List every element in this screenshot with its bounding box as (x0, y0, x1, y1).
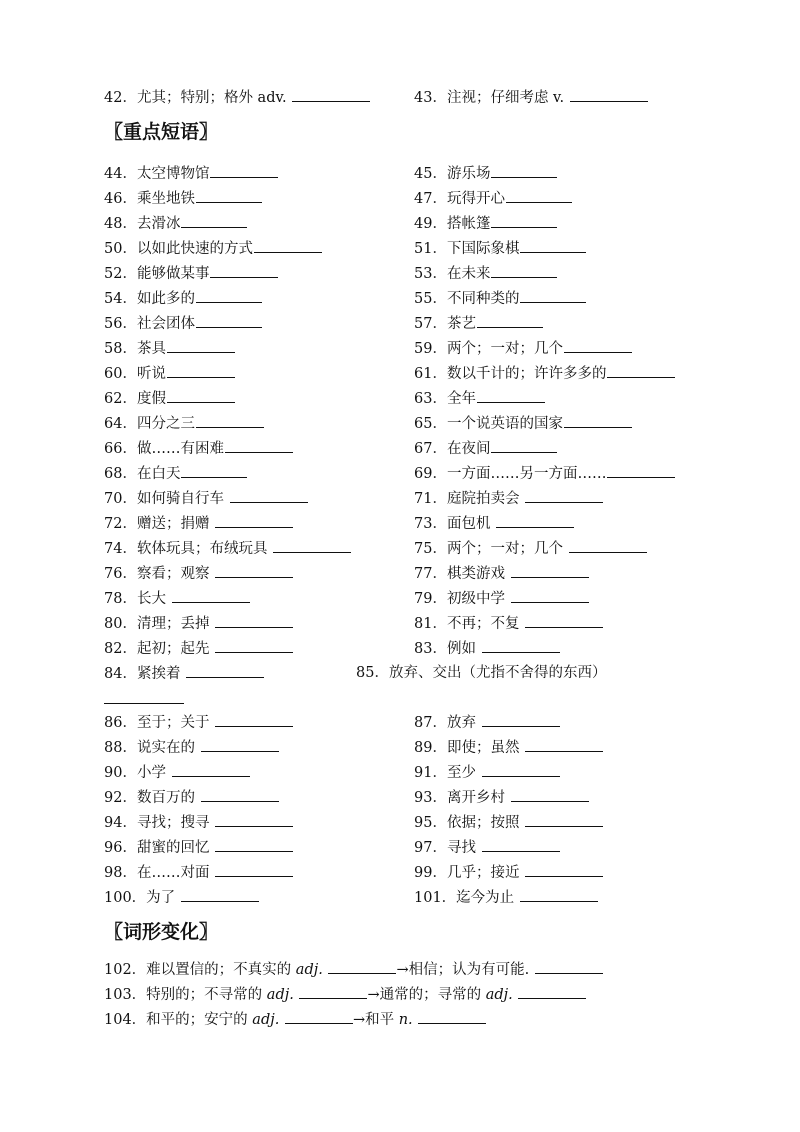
answer-blank[interactable] (215, 611, 293, 628)
answer-blank[interactable] (491, 261, 557, 278)
vocab-row (104, 85, 744, 110)
answer-blank[interactable] (520, 286, 586, 303)
phrase-item: 76．察看；观察 (104, 561, 293, 587)
phrase-row (104, 361, 744, 386)
phrase-item: 48．去滑冰 (104, 211, 247, 237)
phrase-row (104, 336, 744, 361)
phrase-item: 74．软体玩具；布绒玩具 (104, 536, 351, 562)
phrase-row (104, 261, 744, 286)
answer-blank[interactable] (328, 957, 396, 974)
answer-blank[interactable] (215, 835, 293, 852)
phrase-item: 86．至于；关于 (104, 710, 293, 736)
phrase-item: 75．两个；一对；几个 (414, 536, 647, 562)
phrase-item: 88．说实在的 (104, 735, 279, 761)
phrase-item: 66．做……有困难 (104, 436, 293, 462)
answer-blank[interactable] (292, 85, 370, 102)
phrase-item: 69．一方面……另一方面…… (414, 461, 675, 487)
answer-blank[interactable] (285, 1007, 353, 1024)
phrase-item: 60．听说 (104, 361, 235, 387)
answer-blank[interactable] (518, 982, 586, 999)
phrase-item: 80．清理；丢掉 (104, 611, 293, 637)
answer-blank[interactable] (181, 461, 247, 478)
phrase-item: 54．如此多的 (104, 286, 262, 312)
answer-blank[interactable] (506, 186, 572, 203)
answer-blank[interactable] (273, 536, 351, 553)
phrase-row (104, 536, 744, 561)
answer-blank[interactable] (607, 461, 675, 478)
answer-blank[interactable] (482, 835, 560, 852)
phrase-item: 59．两个；一对；几个 (414, 336, 632, 362)
phrase-item: 84．紧挨着 (104, 661, 264, 687)
answer-blank[interactable] (215, 860, 293, 877)
phrase-item: 97．寻找 (414, 835, 560, 861)
answer-blank[interactable] (215, 511, 293, 528)
word-form-row (104, 1007, 744, 1032)
answer-blank[interactable] (564, 411, 632, 428)
answer-blank[interactable] (525, 611, 603, 628)
answer-blank[interactable] (607, 361, 675, 378)
word-form-item: 104．和平的；安宁的 adj. →和平 n. (104, 1007, 486, 1033)
phrase-row (104, 860, 744, 885)
answer-blank[interactable] (167, 361, 235, 378)
answer-blank[interactable] (482, 710, 560, 727)
phrase-item: 82．起初；起先 (104, 636, 293, 662)
section-heading-word-forms: 〖词形变化〗 (104, 921, 219, 943)
phrase-row (104, 586, 744, 611)
phrase-row (104, 611, 744, 636)
answer-blank[interactable] (210, 161, 278, 178)
answer-blank[interactable] (167, 386, 235, 403)
phrase-item: 44．太空博物馆 (104, 161, 278, 187)
phrase-row (104, 411, 744, 436)
answer-blank[interactable] (511, 586, 589, 603)
phrase-item: 52．能够做某事 (104, 261, 278, 287)
answer-blank[interactable] (520, 236, 586, 253)
answer-blank[interactable] (482, 760, 560, 777)
vocab-item: 43．注视；仔细考虑 v. (414, 85, 648, 111)
answer-blank[interactable] (172, 760, 250, 777)
phrase-item: 70．如何骑自行车 (104, 486, 308, 512)
phrase-item: 96．甜蜜的回忆 (104, 835, 293, 861)
phrase-item: 45．游乐场 (414, 161, 557, 187)
answer-blank[interactable] (201, 785, 279, 802)
answer-blank[interactable] (482, 636, 560, 653)
phrase-item: 47．玩得开心 (414, 186, 572, 212)
answer-blank[interactable] (511, 561, 589, 578)
answer-blank[interactable] (418, 1007, 486, 1024)
phrase-row (104, 710, 744, 735)
phrase-item: 99．几乎；接近 (414, 860, 603, 886)
phrase-row (104, 236, 744, 261)
phrase-row (104, 735, 744, 760)
phrase-row (104, 561, 744, 586)
phrase-row (104, 311, 744, 336)
phrase-item: 68．在白天 (104, 461, 247, 487)
answer-blank[interactable] (569, 536, 647, 553)
phrase-item: 61．数以千计的；许许多多的 (414, 361, 675, 387)
phrase-item: 50．以如此快速的方式 (104, 236, 322, 262)
phrase-row (104, 386, 744, 411)
word-form-row (104, 957, 744, 982)
phrase-row (104, 286, 744, 311)
phrase-row (104, 461, 744, 486)
phrase-item: 71．庭院拍卖会 (414, 486, 603, 512)
answer-blank[interactable] (564, 336, 632, 353)
answer-blank[interactable] (496, 511, 574, 528)
answer-blank[interactable] (104, 703, 184, 704)
answer-blank[interactable] (181, 885, 259, 902)
answer-blank[interactable] (491, 161, 557, 178)
answer-blank[interactable] (525, 735, 603, 752)
phrase-item: 100．为了 (104, 885, 259, 911)
phrase-item: 62．度假 (104, 386, 235, 412)
phrase-row (104, 835, 744, 860)
word-form-item: 102．难以置信的；不真实的 adj. →相信；认为有可能. (104, 957, 603, 983)
phrase-row (104, 885, 744, 910)
phrase-item: 51．下国际象棋 (414, 236, 586, 262)
answer-blank[interactable] (210, 261, 278, 278)
answer-blank[interactable] (520, 885, 598, 902)
phrase-row (104, 486, 744, 511)
phrase-item: 67．在夜间 (414, 436, 557, 462)
phrase-item: 73．面包机 (414, 511, 574, 537)
answer-blank[interactable] (196, 186, 262, 203)
phrase-item: 90．小学 (104, 760, 250, 786)
answer-blank[interactable] (491, 436, 557, 453)
answer-blank[interactable] (525, 486, 603, 503)
vocab-item: 42．尤其；特别；格外 adv. (104, 85, 370, 111)
phrase-item: 77．棋类游戏 (414, 561, 589, 587)
phrase-item: 94．寻找；搜寻 (104, 810, 293, 836)
answer-blank[interactable] (215, 636, 293, 653)
answer-blank[interactable] (196, 311, 262, 328)
phrase-item: 56．社会团体 (104, 311, 262, 337)
phrase-row (104, 785, 744, 810)
answer-blank[interactable] (570, 85, 648, 102)
answer-blank[interactable] (181, 211, 247, 228)
phrase-row (104, 211, 744, 236)
phrase-row (104, 760, 744, 785)
answer-blank[interactable] (186, 661, 264, 678)
answer-blank[interactable] (477, 386, 545, 403)
phrase-item: 53．在未来 (414, 261, 557, 287)
answer-blank[interactable] (215, 561, 293, 578)
phrase-item: 98．在……对面 (104, 860, 293, 886)
phrase-item: 89．即使；虽然 (414, 735, 603, 761)
answer-blank[interactable] (172, 586, 250, 603)
phrase-row (104, 810, 744, 835)
phrase-item: 92．数百万的 (104, 785, 279, 811)
answer-blank[interactable] (535, 957, 603, 974)
word-form-item: 103．特别的；不寻常的 adj. →通常的；寻常的 adj. (104, 982, 586, 1008)
phrase-row (104, 636, 744, 661)
answer-blank[interactable] (299, 982, 367, 999)
answer-blank[interactable] (477, 311, 543, 328)
phrase-item: 81．不再；不复 (414, 611, 603, 637)
phrase-item: 57．茶艺 (414, 311, 543, 337)
answer-blank[interactable] (230, 486, 308, 503)
answer-blank[interactable] (511, 785, 589, 802)
answer-blank[interactable] (215, 810, 293, 827)
answer-blank[interactable] (196, 286, 262, 303)
phrase-item: 58．茶具 (104, 336, 235, 362)
phrase-item: 79．初级中学 (414, 586, 589, 612)
answer-blank[interactable] (225, 436, 293, 453)
phrase-item: 93．离开乡村 (414, 785, 589, 811)
phrase-item: 101．迄今为止 (414, 885, 598, 911)
phrase-item: 55．不同种类的 (414, 286, 586, 312)
word-form-row (104, 982, 744, 1007)
phrase-item: 64．四分之三 (104, 411, 264, 437)
phrase-item: 63．全年 (414, 386, 545, 412)
phrase-row (104, 436, 744, 461)
phrase-row (104, 161, 744, 186)
answer-blank[interactable] (196, 411, 264, 428)
phrase-item: 72．赠送；捐赠 (104, 511, 293, 537)
answer-blank[interactable] (254, 236, 322, 253)
answer-blank[interactable] (167, 336, 235, 353)
phrase-item: 87．放弃 (414, 710, 560, 736)
phrase-row (104, 661, 744, 686)
answer-blank[interactable] (525, 810, 603, 827)
phrase-item: 49．搭帐篷 (414, 211, 557, 237)
phrase-item: 85．放弃、交出（尤指不舍得的东西） (356, 665, 607, 681)
phrase-item: 91．至少 (414, 760, 560, 786)
phrase-item: 65．一个说英语的国家 (414, 411, 632, 437)
phrase-item: 83．例如 (414, 636, 560, 662)
section-heading-phrases: 〖重点短语〗 (104, 121, 219, 143)
phrase-row (104, 186, 744, 211)
phrase-item: 95．依据；按照 (414, 810, 603, 836)
phrase-row (104, 511, 744, 536)
answer-blank[interactable] (215, 710, 293, 727)
answer-blank[interactable] (201, 735, 279, 752)
phrase-item: 78．长大 (104, 586, 250, 612)
answer-blank[interactable] (525, 860, 603, 877)
phrase-item: 46．乘坐地铁 (104, 186, 262, 212)
answer-blank[interactable] (491, 211, 557, 228)
